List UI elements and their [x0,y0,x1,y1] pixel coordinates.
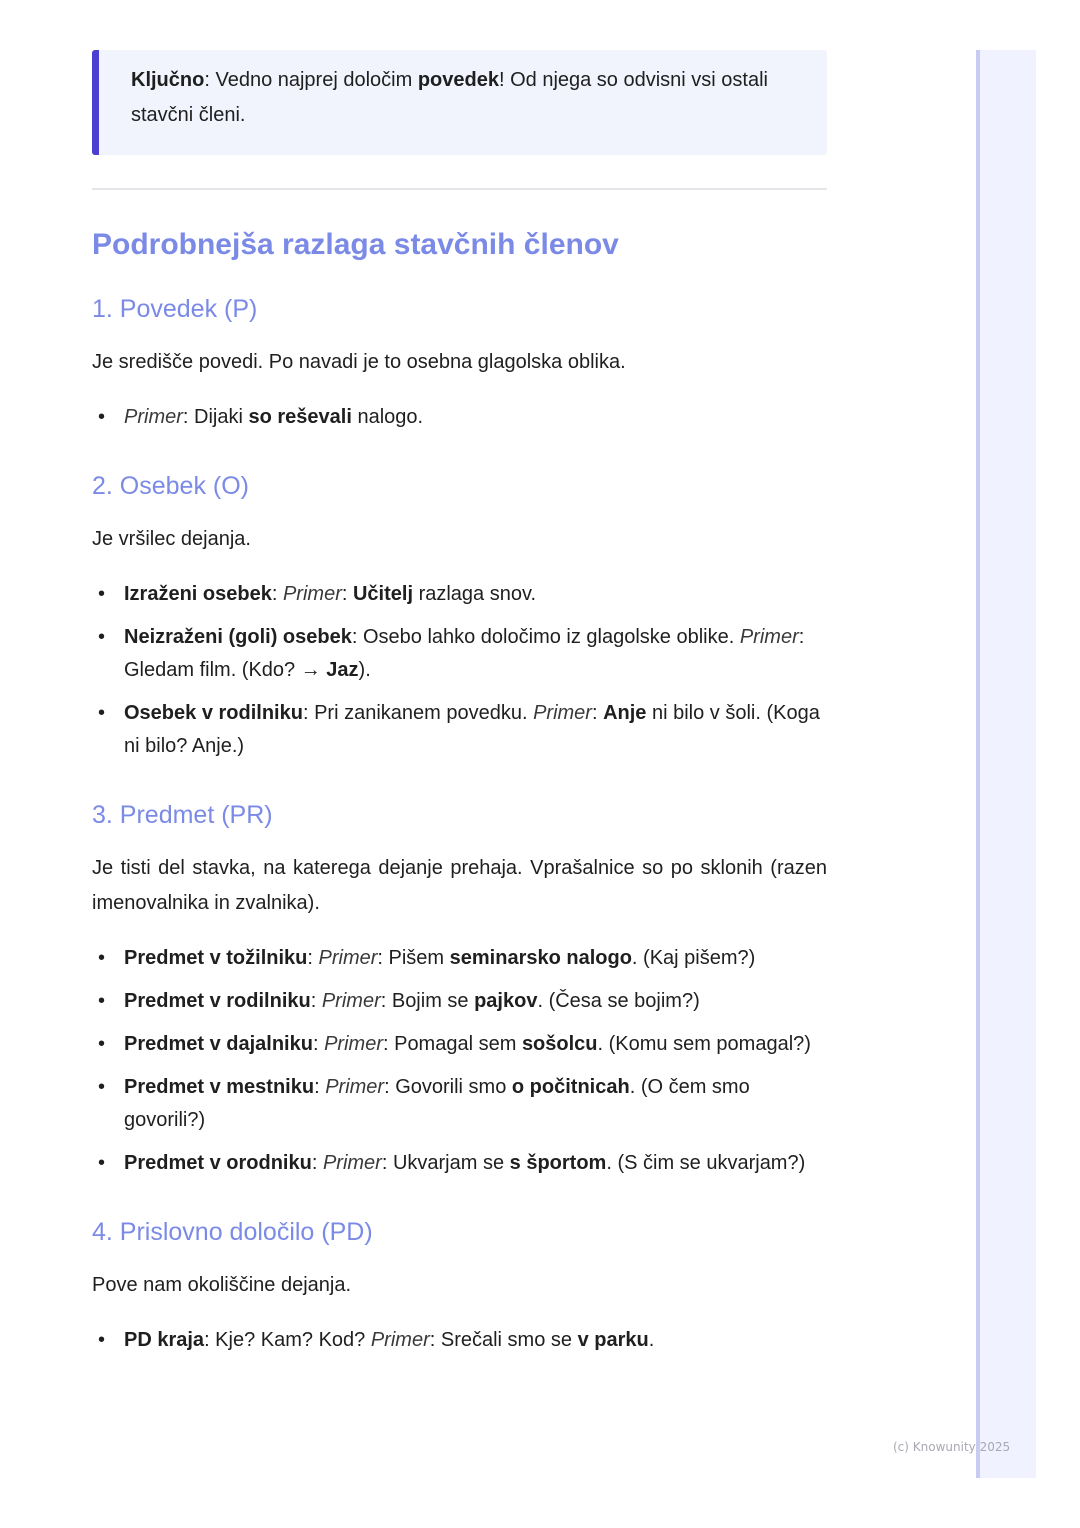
list-item: • Predmet v dajalniku: Primer: Pomagal sem sošolcu. (Komu sem pomagal?) [92,1028,827,1061]
example-list [92,1324,827,1357]
section-desc: Je tisti del stavka, na katerega dejanje prehaja. Vprašalnice so po sklonih (razen imenovalnika in zvalnika). [92,857,827,914]
key-callout: Ključno: Vedno najprej določim povedek! Od njega so odvisni vsi ostali stavčni členi. [92,50,827,155]
section-desc: Je središče povedi. Po navadi je to osebna glagolska oblika. [92,351,626,373]
list-item: • Neizraženi (goli) osebek: Osebo lahko določimo iz glagolske oblike. Primer: Gledam film. (Kdo? → Jaz). [92,621,827,687]
list-item: • Predmet v orodniku: Primer: Ukvarjam se s športom. (S čim se ukvarjam?) [92,1147,827,1180]
list-item: • PD kraja: Kje? Kam? Kod? Primer: Srečali smo se v parku. [92,1324,827,1357]
section-heading-osebek: 2. Osebek (O) [92,472,249,500]
section-desc: Pove nam okoliščine dejanja. [92,1274,352,1296]
list-item: • Predmet v rodilniku: Primer: Bojim se pajkov. (Česa se bojim?) [92,985,827,1018]
copyright-text: (c) Knowunity 2025 [893,1440,1011,1454]
section-heading-povedek: 1. Povedek (P) [92,295,258,323]
section-desc: Je vršilec dejanja. [92,528,251,550]
list-item: • Osebek v rodilniku: Pri zanikanem povedku. Primer: Anje ni bilo v šoli. (Koga ni bilo? Anje.) [92,697,827,763]
section-heading-prislovno-dolocilo: 4. Prislovno določilo (PD) [92,1218,373,1246]
list-item: • Predmet v mestniku: Primer: Govorili smo o počitnicah. (O čem smo govorili?) [92,1071,827,1137]
list-item: • Izraženi osebek: Primer: Učitelj razlaga snov. [92,578,827,611]
list-item: • Predmet v tožilniku: Primer: Pišem seminarsko nalogo. (Kaj pišem?) [92,942,827,975]
example-list [92,401,827,434]
note-content [92,50,827,1357]
side-panel [976,50,1036,1478]
main-title: Podrobnejša razlaga stavčnih členov [92,228,619,261]
example-list [92,942,827,1180]
callout-label: Ključno [131,69,205,91]
section-heading-predmet: 3. Predmet (PR) [92,801,273,829]
example-list [92,578,827,763]
list-item: • Primer: Dijaki so reševali nalogo. [92,401,827,434]
section-divider [92,188,827,190]
